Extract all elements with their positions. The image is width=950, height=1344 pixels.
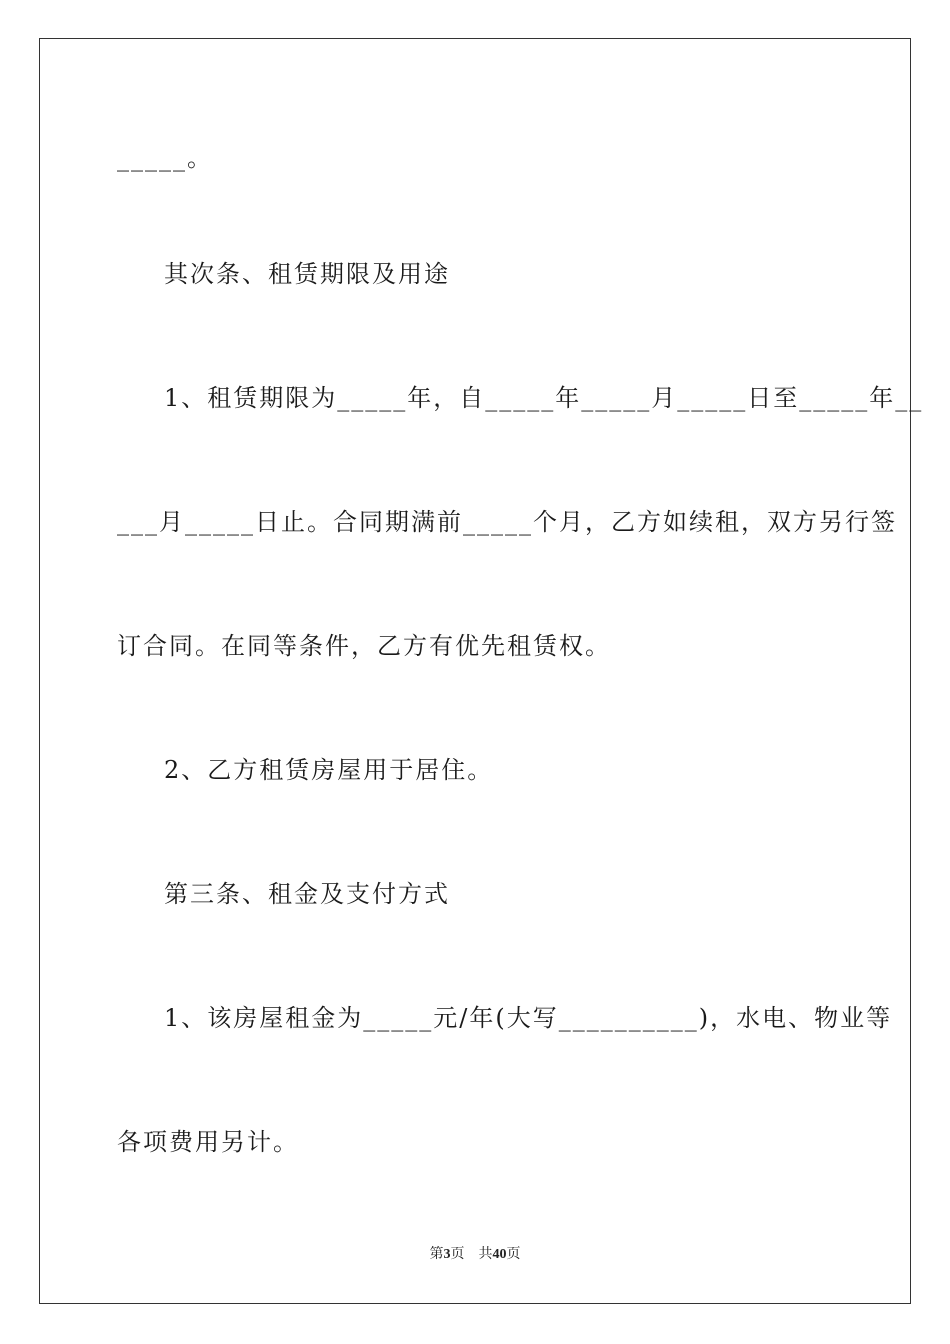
text-line-blank-end: _____。 xyxy=(117,144,213,172)
footer-suffix: 页 xyxy=(506,1247,521,1262)
paragraph-lease-term-line-2: ___月_____日止。合同期满前_____个月，乙方如续租，双方另行签 xyxy=(117,508,897,536)
footer-prefix: 第 xyxy=(429,1247,444,1262)
footer-middle: 页 共 xyxy=(450,1247,493,1262)
paragraph-lease-term-line-3: 订合同。在同等条件，乙方有优先租赁权。 xyxy=(117,632,611,660)
paragraph-rent-line-2: 各项费用另计。 xyxy=(117,1128,299,1156)
footer-total-pages: 40 xyxy=(492,1247,507,1262)
footer-current-page: 3 xyxy=(443,1247,451,1262)
page-number-footer xyxy=(0,1246,950,1264)
paragraph-lease-term-line-1: 1、租赁期限为_____年，自_____年_____月_____日至_____年__ xyxy=(164,384,924,412)
section-heading-lease-term: 其次条、租赁期限及用途 xyxy=(164,260,450,288)
page-border xyxy=(39,38,924,1304)
paragraph-usage: 2、乙方租赁房屋用于居住。 xyxy=(164,756,494,784)
section-heading-rent-payment: 第三条、租金及支付方式 xyxy=(164,880,450,908)
paragraph-rent-line-1: 1、该房屋租金为_____元/年(大写__________)，水电、物业等 xyxy=(164,1004,893,1032)
